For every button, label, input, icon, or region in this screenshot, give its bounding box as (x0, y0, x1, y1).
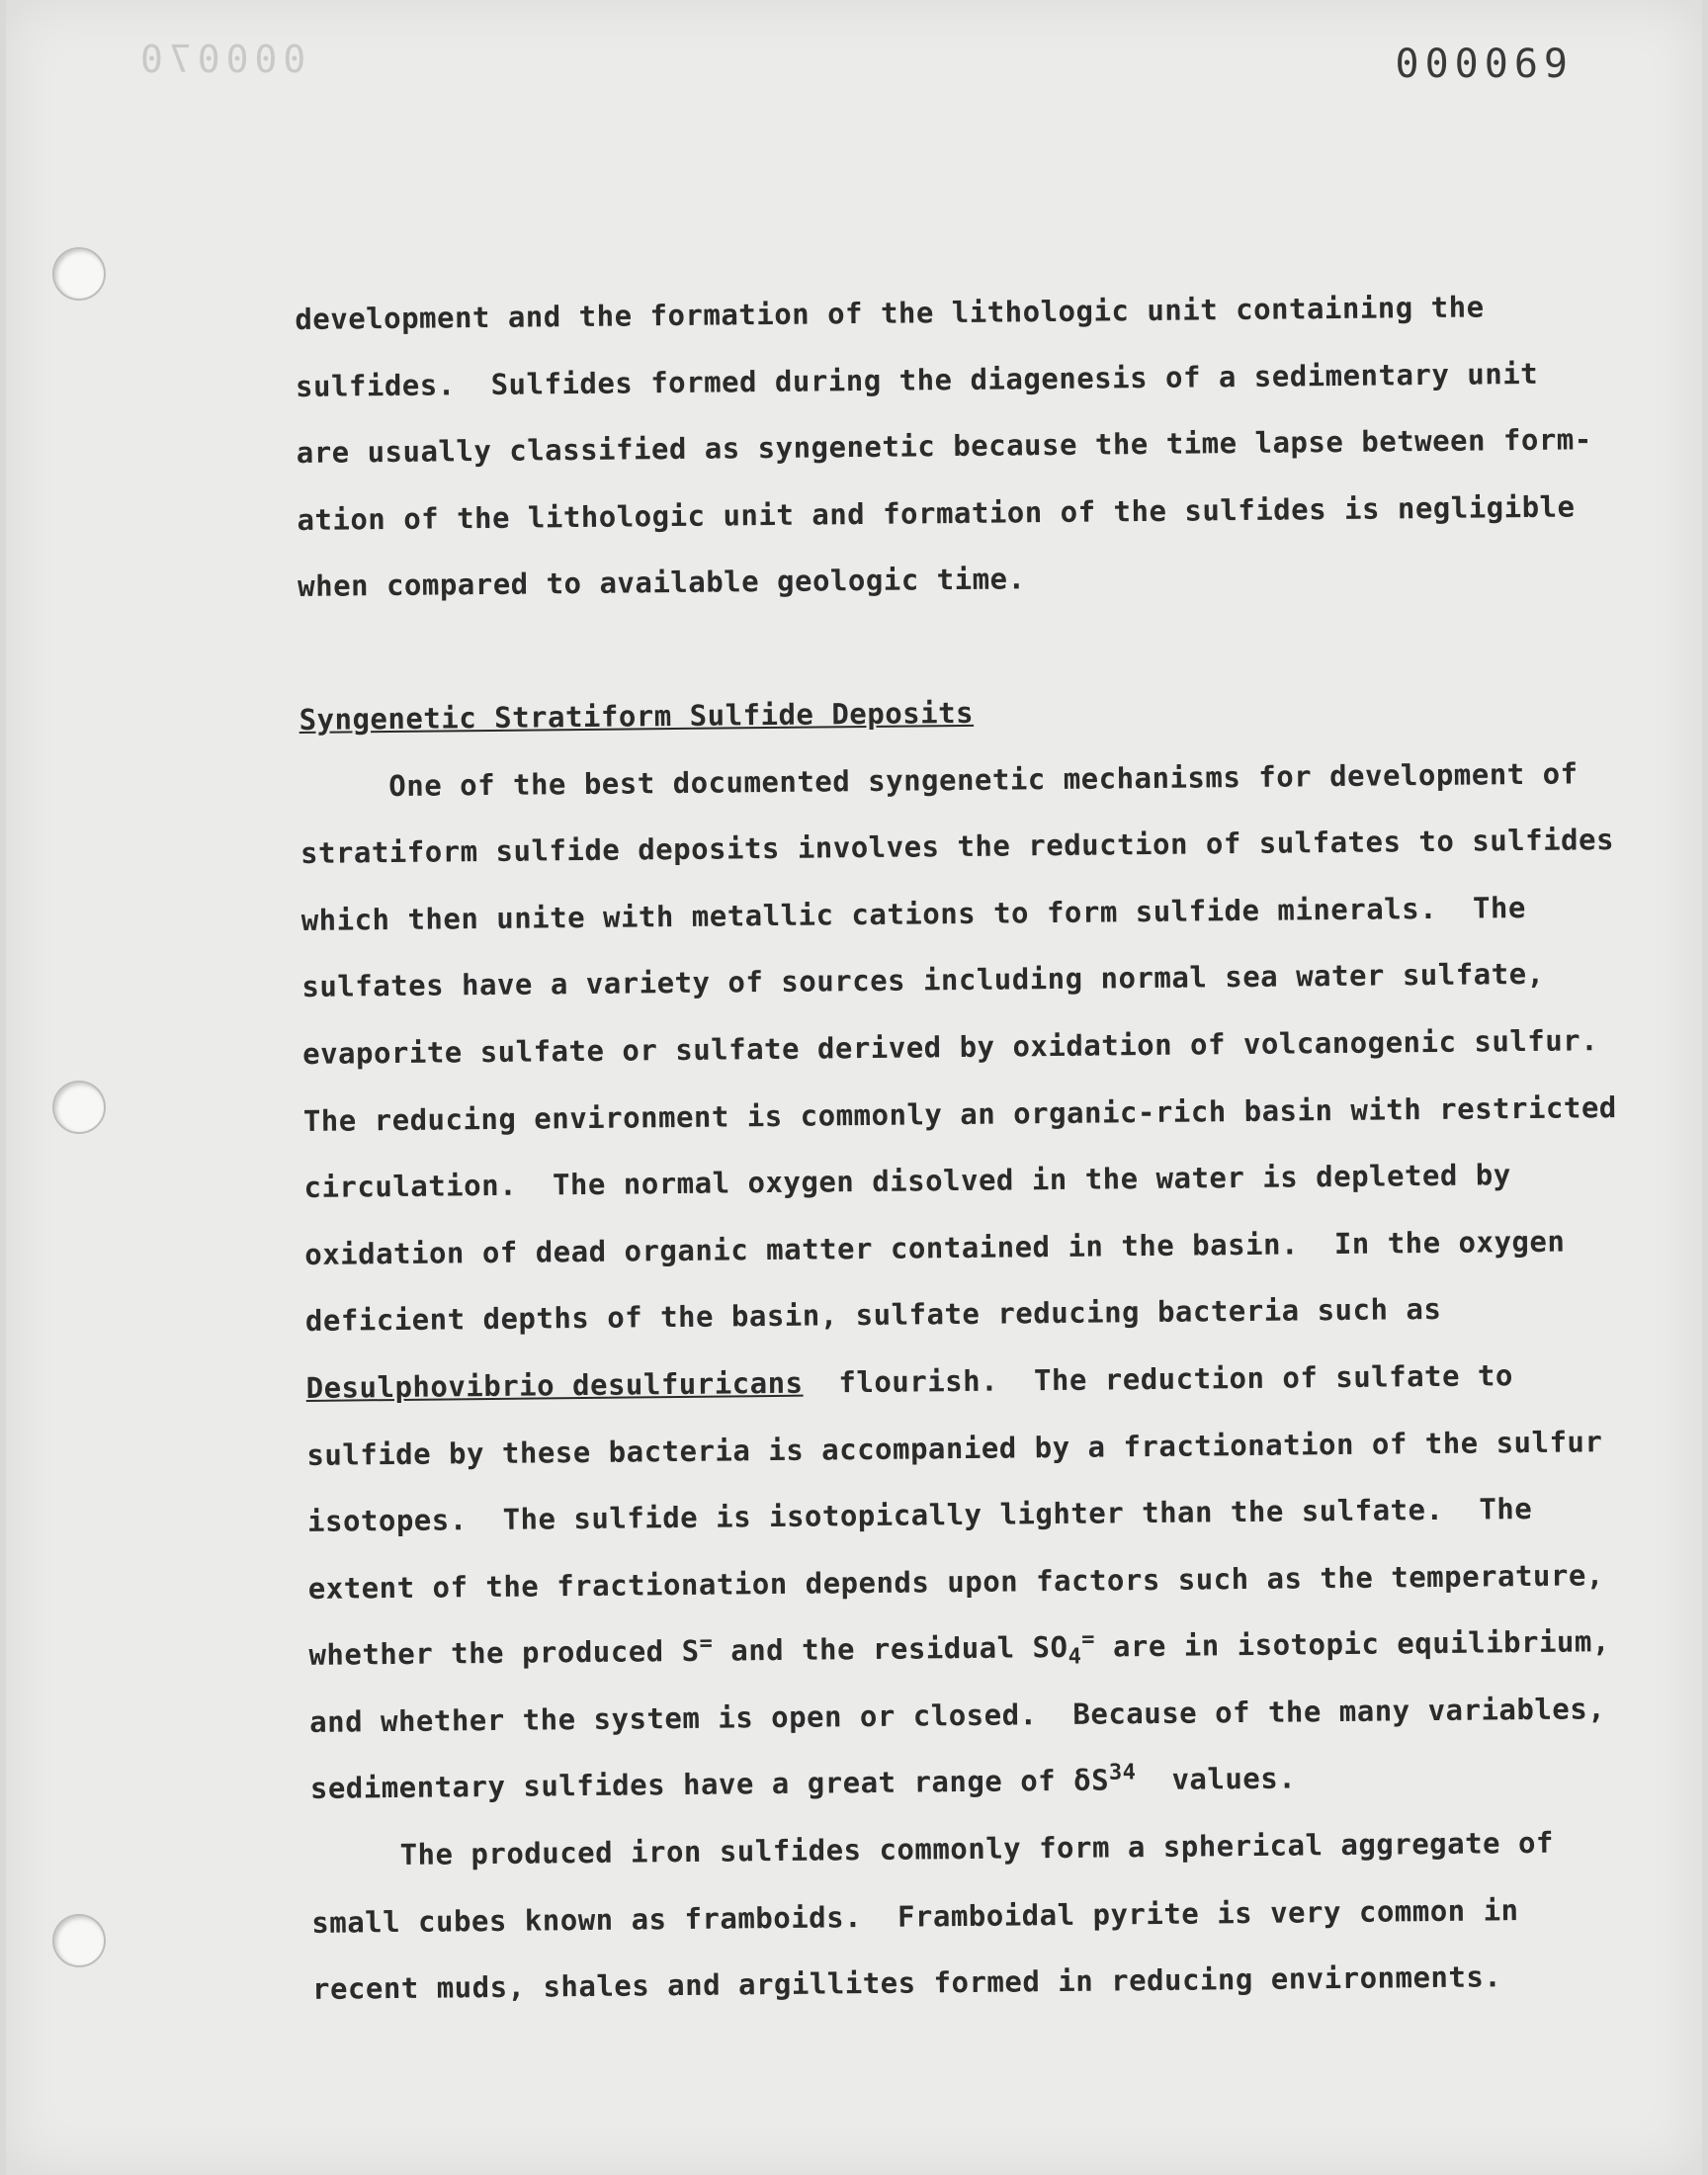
text-line: circulation. The normal oxygen disolved in the water is depleted by (303, 1158, 1511, 1205)
punch-hole-middle (52, 1081, 106, 1134)
text-span: are in isotopic equilibrium, (1094, 1624, 1610, 1664)
text-line: ation of the lithologic unit and formation of the sulfides is negligible (297, 489, 1576, 537)
text-span: sedimentary sulfides have a great range of (309, 1764, 1074, 1806)
text-line: extent of the fractionation depends upon factors such as the temperature, (307, 1557, 1604, 1606)
page-number: 000069 (1395, 42, 1574, 87)
text-span: and the residual SO (713, 1630, 1068, 1668)
delta-symbol: δS (1072, 1763, 1110, 1798)
text-line: and whether the system is open or closed. Because of the many variables, (309, 1692, 1606, 1739)
body-text (295, 274, 1617, 2024)
text-span: whether the produced S (308, 1634, 700, 1673)
main-paragraph (299, 740, 1617, 1823)
text-line: One of the best documented syngenetic mechanisms for development of (388, 755, 1579, 803)
text-line: isotopes. The sulfide is isotopically lighter than the sulfate. The (306, 1492, 1533, 1539)
document-page (6, 0, 1702, 2175)
species-line (305, 1342, 1572, 1422)
text-line: sulfide by these bacteria is accompanied by a fractionation of the sulfur (306, 1424, 1603, 1472)
text-line: sulfates have a variety of sources including normal sea water sulfate, (301, 957, 1545, 1004)
text-line: small cubes known as framboids. Framboidal pyrite is very common in (311, 1892, 1519, 1940)
punch-hole-top (52, 247, 106, 301)
section-heading: Syngenetic Stratiform Sulfide Deposits (299, 695, 975, 737)
bleed-through-number: 000070 (134, 38, 306, 81)
text-line: which then unite with metallic cations to form sulfide minerals. The (300, 890, 1527, 937)
text-line: The produced iron sulfides commonly form a spherical aggregate of (399, 1825, 1555, 1872)
final-paragraph (310, 1810, 1578, 2024)
text-span: values. (1136, 1761, 1297, 1797)
text-line: recent muds, shales and argillites formed in reducing environments. (311, 1959, 1502, 2007)
text-line: The reducing environment is commonly an organic-rich basin with restricted (302, 1089, 1617, 1138)
text-line: are usually classified as syngenetic because the time lapse between form- (296, 422, 1592, 471)
superscript: = (699, 1631, 714, 1657)
text-line: development and the formation of the lithologic unit containing the (295, 290, 1485, 336)
punch-hole-bottom (52, 1914, 106, 1967)
superscript: = (1081, 1627, 1096, 1653)
text-line: when compared to available geologic time. (297, 562, 1026, 604)
text-span: flourish. The reduction of sulfate to (803, 1358, 1514, 1400)
subscript: 4 (1068, 1644, 1082, 1670)
text-line: deficient depths of the basin, sulfate reducing bacteria such as (304, 1292, 1442, 1339)
text-line: stratiform sulfide deposits involves the reduction of sulfates to sulfides (299, 823, 1615, 871)
text-line: oxidation of dead organic matter contained in the basin. In the oxygen (304, 1224, 1566, 1271)
intro-paragraph (295, 274, 1592, 621)
superscript: 34 (1108, 1760, 1137, 1786)
text-line: sulfides. Sulfides formed during the diagenesis of a sedimentary unit (295, 356, 1539, 403)
species-name: Desulphovibrio desulfuricans (305, 1365, 804, 1405)
text-line: evaporite sulfate or sulfate derived by oxidation of volcanogenic sulfur. (301, 1023, 1599, 1071)
